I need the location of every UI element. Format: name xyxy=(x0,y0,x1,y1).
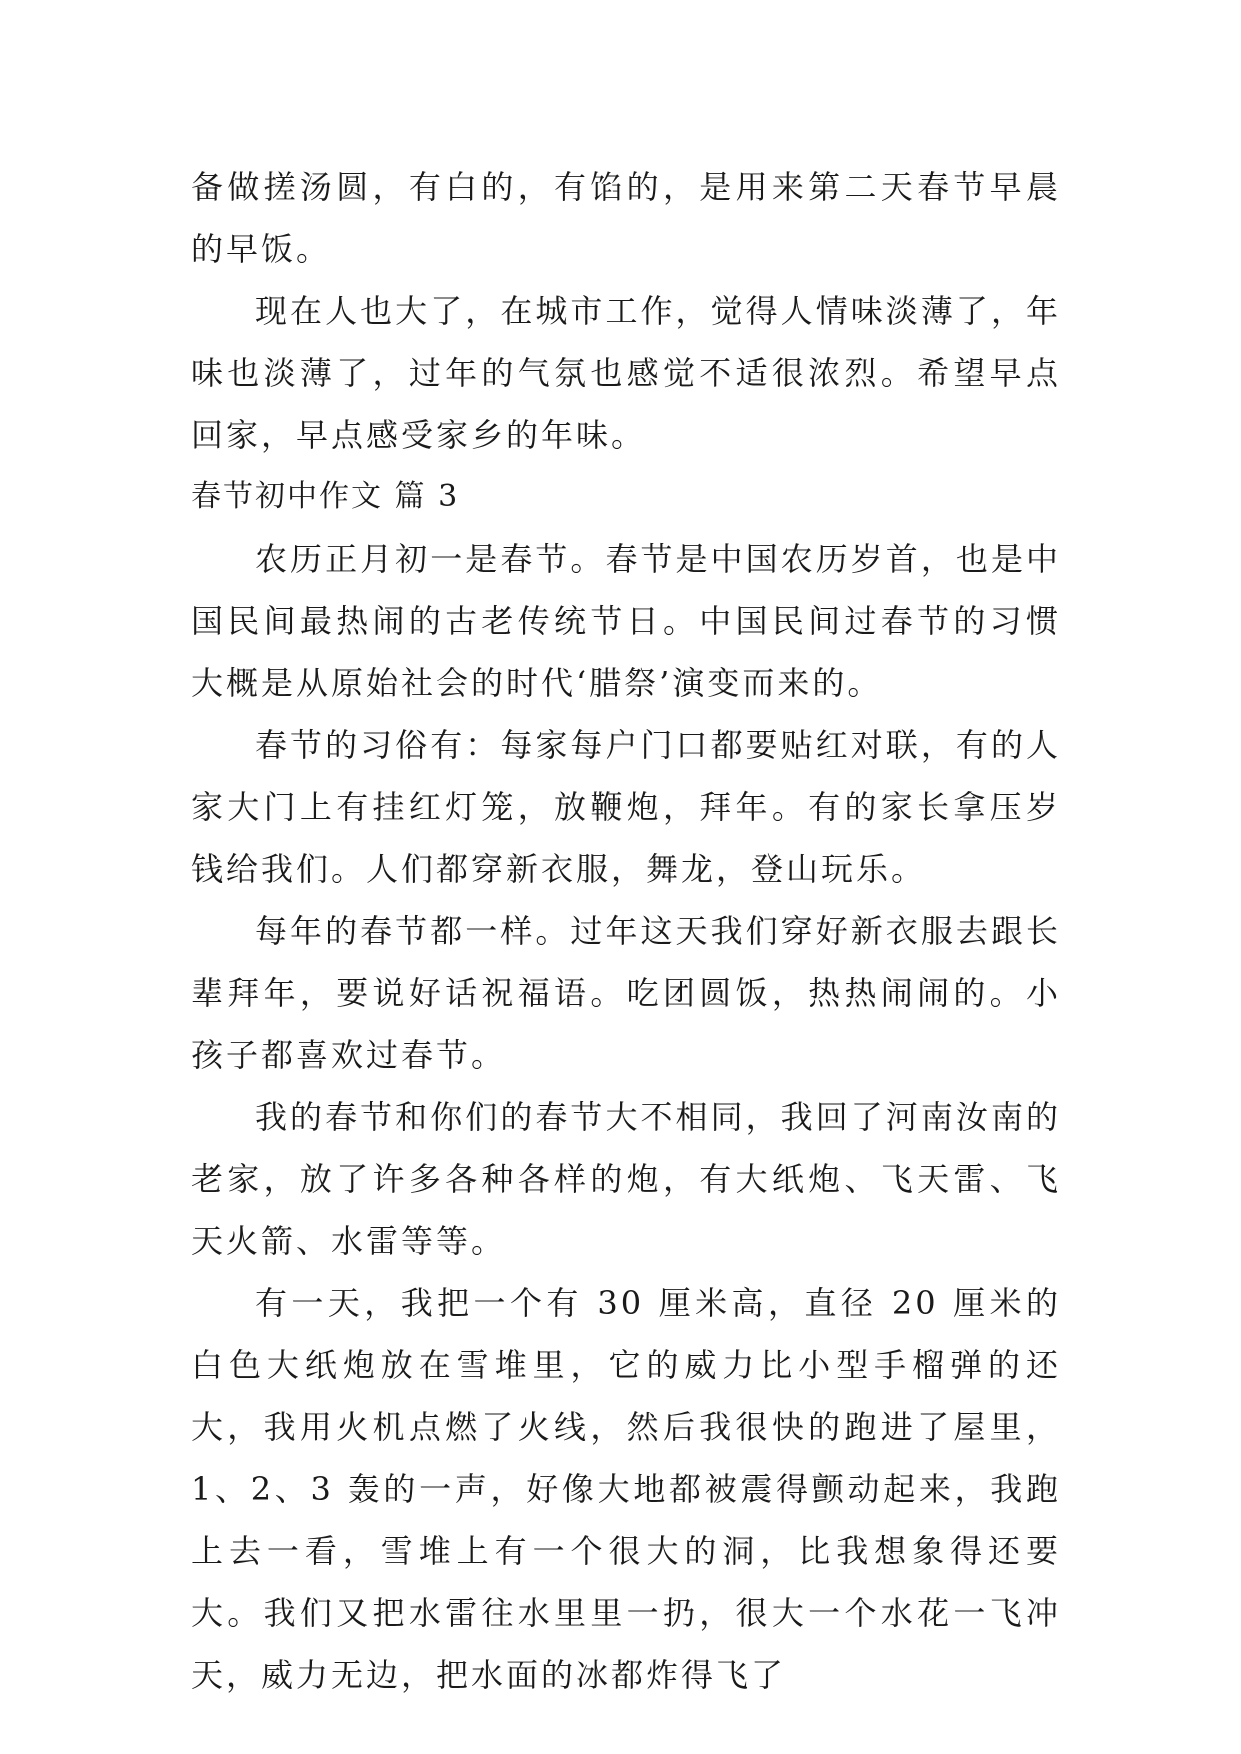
paragraph: 每年的春节都一样。过年这天我们穿好新衣服去跟长辈拜年，要说好话祝福语。吃团圆饭，热热闹闹的。小孩子都喜欢过春节。 xyxy=(191,912,1061,1074)
section-title: 春节初中作文 篇 3 xyxy=(191,479,460,514)
document-page xyxy=(191,156,1061,1706)
paragraph: 农历正月初一是春节。春节是中国农历岁首，也是中国民间最热闹的古老传统节日。中国民间过春节的习惯大概是从原始社会的时代‘腊祭’演变而来的。 xyxy=(191,540,1061,702)
paragraph: 我的春节和你们的春节大不相同，我回了河南汝南的老家，放了许多各种各样的炮，有大纸炮、飞天雷、飞天火箭、水雷等等。 xyxy=(191,1098,1061,1260)
paragraph: 有一天，我把一个有 30 厘米高，直径 20 厘米的白色大纸炮放在雪堆里，它的威力比小型手榴弹的还大，我用火机点燃了火线，然后我很快的跑进了屋里，1、2、3 轰的一声，好像大地都被震得颤动起来，我跑上去一看，雪堆上有一个很大的洞，比我想象得还要大。我们又把水雷往水里里一扔，很大一个水花一飞冲天，威力无边，把水面的冰都炸得飞了 xyxy=(191,1284,1061,1694)
paragraph: 备做搓汤圆，有白的，有馅的，是用来第二天春节早晨的早饭。 xyxy=(191,168,1061,268)
paragraph: 春节的习俗有：每家每户门口都要贴红对联，有的人家大门上有挂红灯笼，放鞭炮，拜年。有的家长拿压岁钱给我们。人们都穿新衣服，舞龙，登山玩乐。 xyxy=(191,726,1061,888)
paragraph: 现在人也大了，在城市工作，觉得人情味淡薄了，年味也淡薄了，过年的气氛也感觉不适很浓烈。希望早点回家，早点感受家乡的年味。 xyxy=(191,292,1061,454)
